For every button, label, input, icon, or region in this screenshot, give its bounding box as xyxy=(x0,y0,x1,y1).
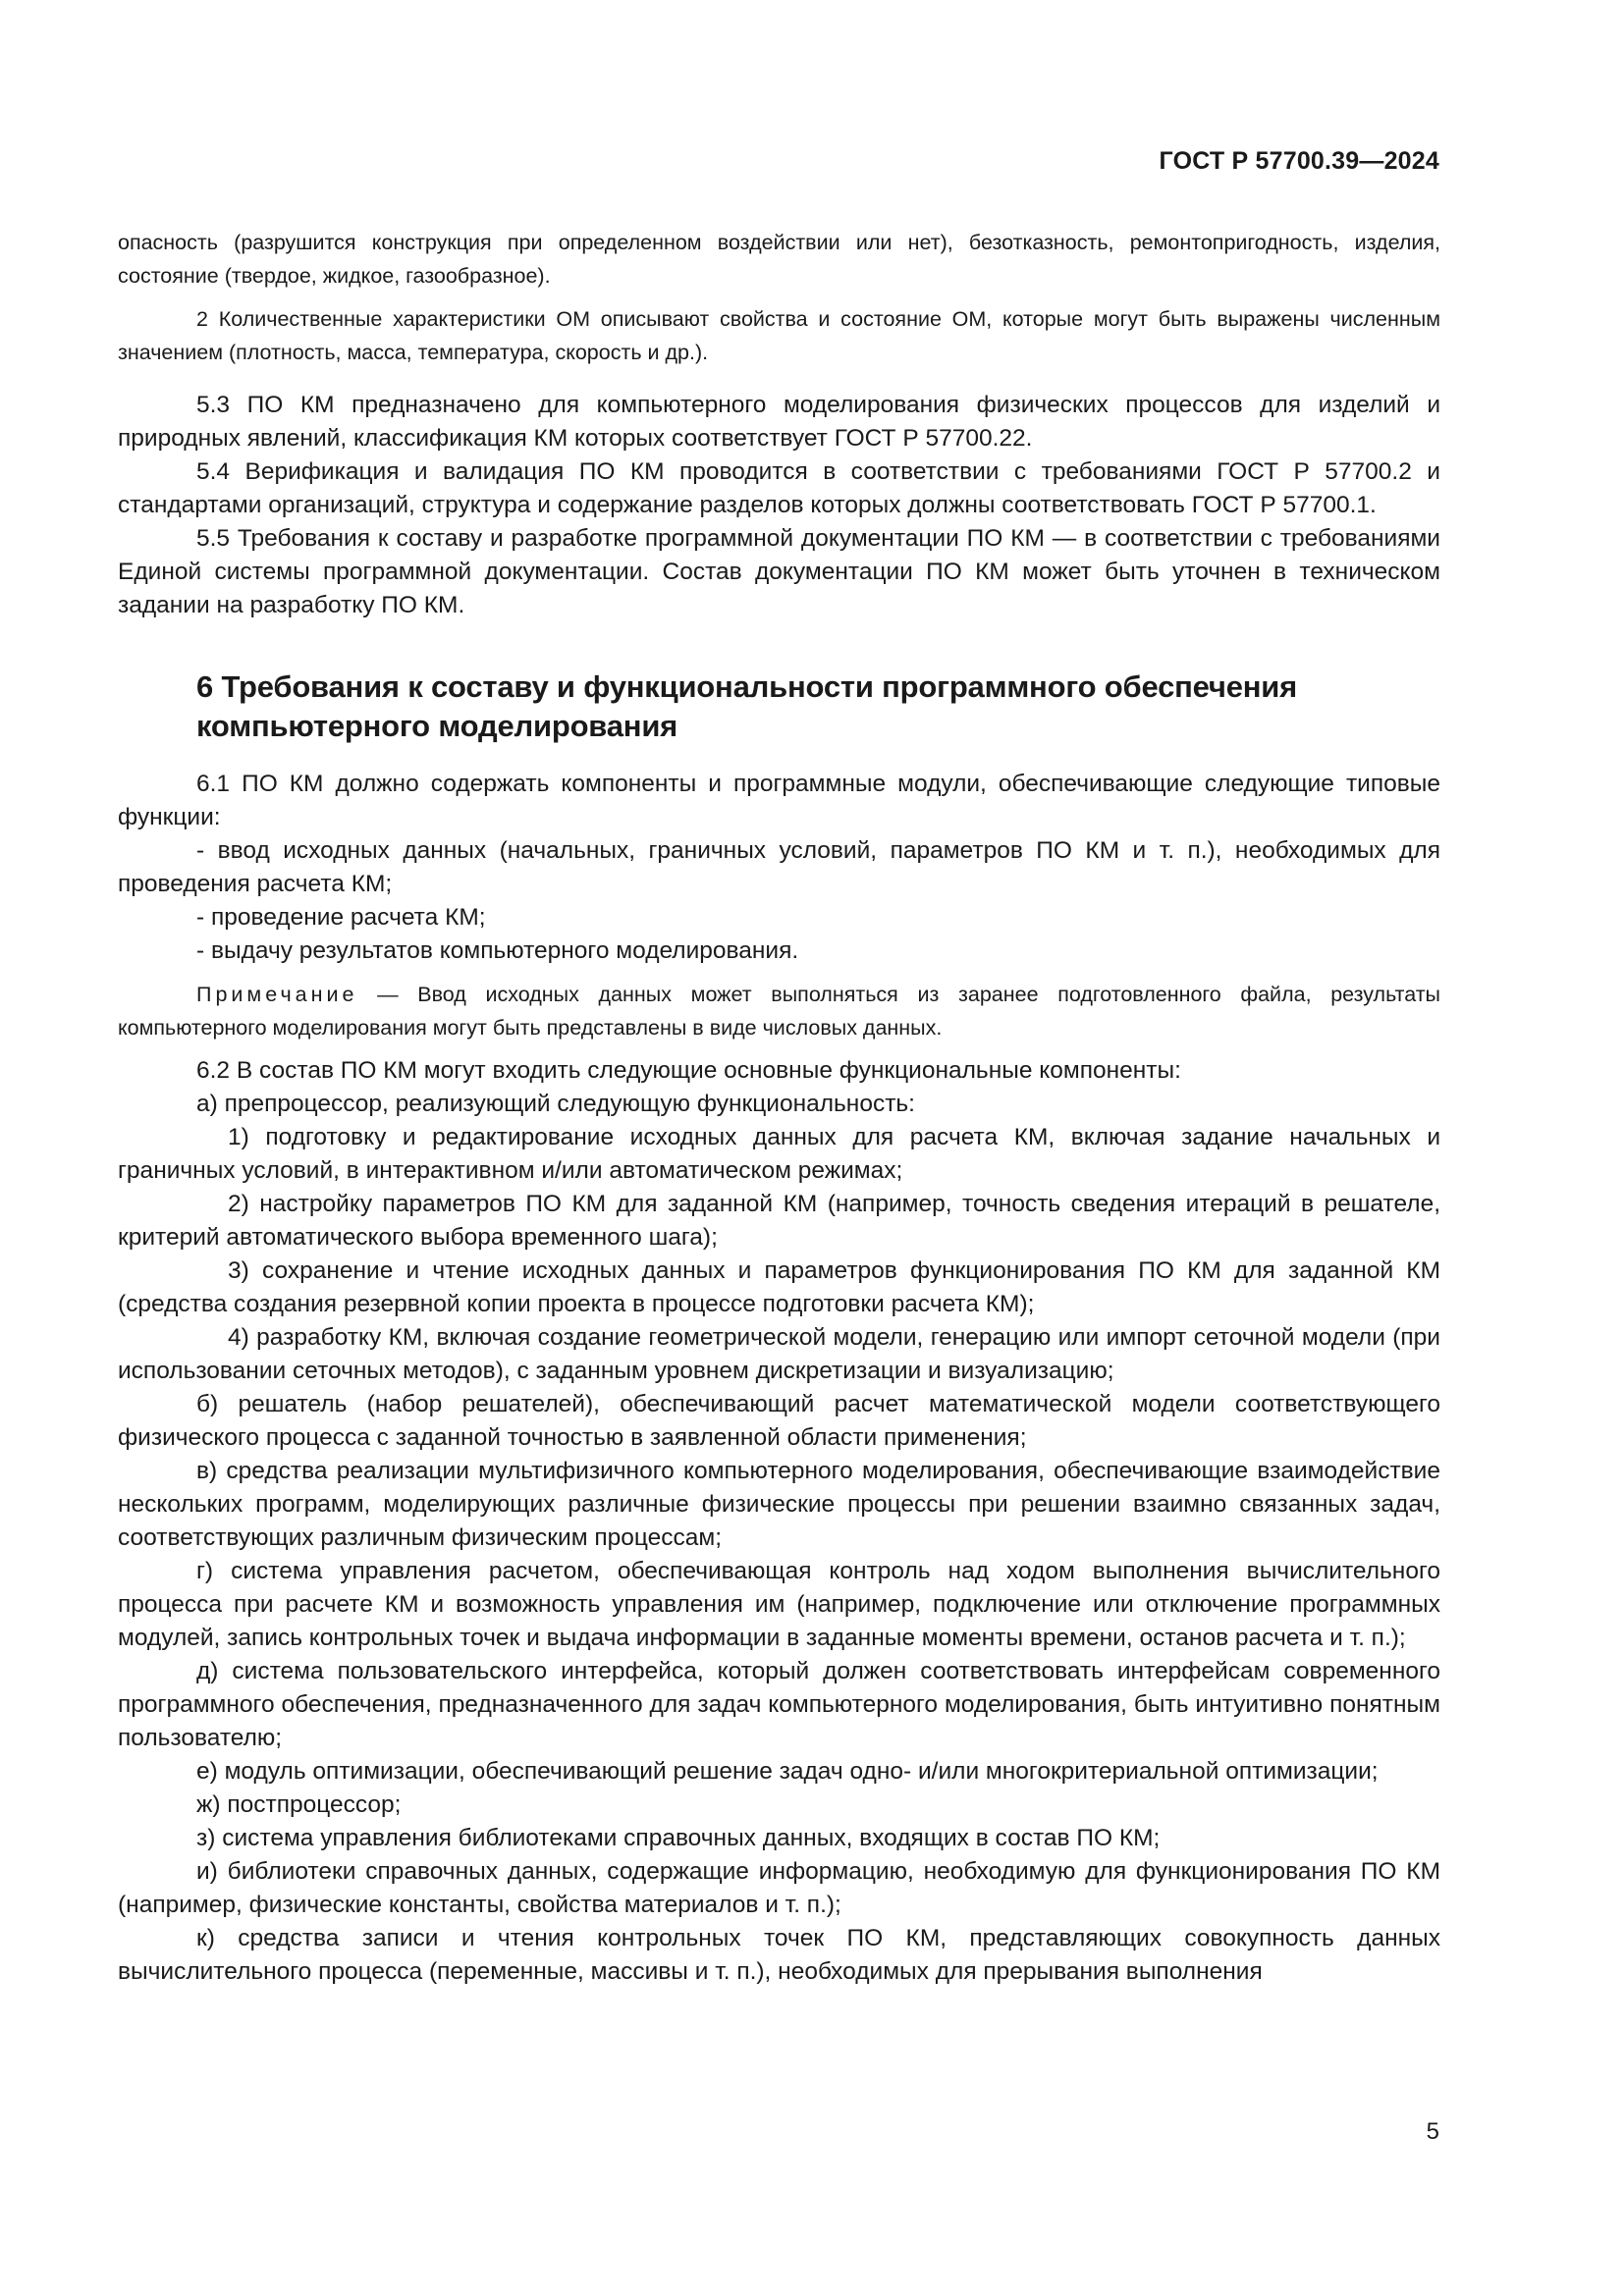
list-item: в) средства реализации мультифизичного компьютерного моделирования, обеспечивающие взаимодействие нескольких программ, моделирующих различные физические процессы при решении взаимно связанных задач, соответствующих различным физическим процессам; xyxy=(118,1458,1440,1551)
paragraph-5-5: 5.5 Требования к составу и разработке программной документации ПО КМ — в соответствии с требованиями Единой системы программной документации. Состав документации ПО КМ может быть уточнен в техническом задании на разработку ПО КМ. xyxy=(118,525,1440,618)
document-body xyxy=(118,226,1440,1989)
list-item: - проведение расчета КМ; xyxy=(196,904,486,931)
sub-item: 3) сохранение и чтение исходных данных и параметров функционирования ПО КМ для заданной КМ (средства создания резервной копии проекта в процессе подготовки расчета КМ); xyxy=(118,1257,1440,1317)
list-item: - ввод исходных данных (начальных, граничных условий, параметров ПО КМ и т. п.), необходимых для проведения расчета КМ; xyxy=(118,837,1440,897)
list-item: б) решатель (набор решателей), обеспечивающий расчет математической модели соответствующего физического процесса с заданной точностью в заявленной области применения; xyxy=(118,1391,1440,1451)
note-6-1 xyxy=(118,978,1440,1044)
paragraph-6-2: 6.2 В состав ПО КМ могут входить следующие основные функциональные компоненты: xyxy=(196,1057,1181,1084)
note-text: — Ввод исходных данных может выполняться из заранее подготовленного файла, результаты компьютерного моделирования могут быть представлены в виде числовых данных. xyxy=(118,983,1440,1040)
list-item: и) библиотеки справочных данных, содержащие информацию, необходимую для функционирования ПО КМ (например, физические константы, свойства материалов и т. п.); xyxy=(118,1858,1440,1918)
paragraph-5-4: 5.4 Верификация и валидация ПО КМ проводится в соответствии с требованиями ГОСТ Р 57700.2 и стандартами организаций, структура и содержание разделов которых должны соответствовать ГОСТ Р 57700.1. xyxy=(118,458,1440,518)
section-6-heading: 6 Требования к составу и функциональности программного обеспечения компьютерного моделирования xyxy=(196,669,1298,743)
sub-item: 2) настройку параметров ПО КМ для заданной КМ (например, точность сведения итераций в решателе, критерий автоматического выбора временного шага); xyxy=(118,1191,1440,1251)
page-number: 5 xyxy=(1426,2118,1439,2145)
note-2: 2 Количественные характеристики ОМ описывают свойства и состояние ОМ, которые могут быть выражены численным значением (плотность, масса, температура, скорость и др.). xyxy=(118,307,1440,364)
list-item: д) система пользовательского интерфейса, который должен соответствовать интерфейсам современного программного обеспечения, предназначенного для задач компьютерного моделирования, быть интуитивно понятным пользователю; xyxy=(118,1658,1440,1751)
sub-item: 1) подготовку и редактирование исходных данных для расчета КМ, включая задание начальных и граничных условий, в интерактивном и/или автоматическом режимах; xyxy=(118,1124,1440,1184)
list-item: - выдачу результатов компьютерного моделирования. xyxy=(196,937,799,964)
sub-item: 4) разработку КМ, включая создание геометрической модели, генерацию или импорт сеточной модели (при использовании сеточных методов), с заданным уровнем дискретизации и визуализацию; xyxy=(118,1324,1440,1384)
note-continuation: опасность (разрушится конструкция при определенном воздействии или нет), безотказность, ремонтопригодность, изделия, состояние (твердое, жидкое, газообразное). xyxy=(118,231,1440,288)
list-item: ж) постпроцессор; xyxy=(196,1791,402,1818)
paragraph-6-1: 6.1 ПО КМ должно содержать компоненты и программные модули, обеспечивающие следующие типовые функции: xyxy=(118,771,1440,830)
document-header-id: ГОСТ Р 57700.39—2024 xyxy=(1159,147,1439,175)
list-item: к) средства записи и чтения контрольных точек ПО КМ, представляющих совокупность данных вычислительного процесса (переменные, массивы и т. п.), необходимых для прерывания выполнения xyxy=(118,1925,1440,1985)
list-item: г) система управления расчетом, обеспечивающая контроль над ходом выполнения вычислительного процесса при расчете КМ и возможность управления им (например, подключение или отключение программных модулей, запись контрольных точек и выдача информации в заданные моменты времени, останов расчета и т. п.); xyxy=(118,1558,1440,1651)
list-item: з) система управления библиотеками справочных данных, входящих в состав ПО КМ; xyxy=(196,1825,1161,1851)
list-item: е) модуль оптимизации, обеспечивающий решение задач одно- и/или многокритериальной оптимизации; xyxy=(196,1758,1379,1785)
paragraph-5-3: 5.3 ПО КМ предназначено для компьютерного моделирования физических процессов для изделий и природных явлений, классификация КМ которых соответствует ГОСТ Р 57700.22. xyxy=(118,392,1440,452)
list-item-a: а) препроцессор, реализующий следующую функциональность: xyxy=(196,1091,915,1117)
note-label: Примечание xyxy=(196,983,358,1006)
